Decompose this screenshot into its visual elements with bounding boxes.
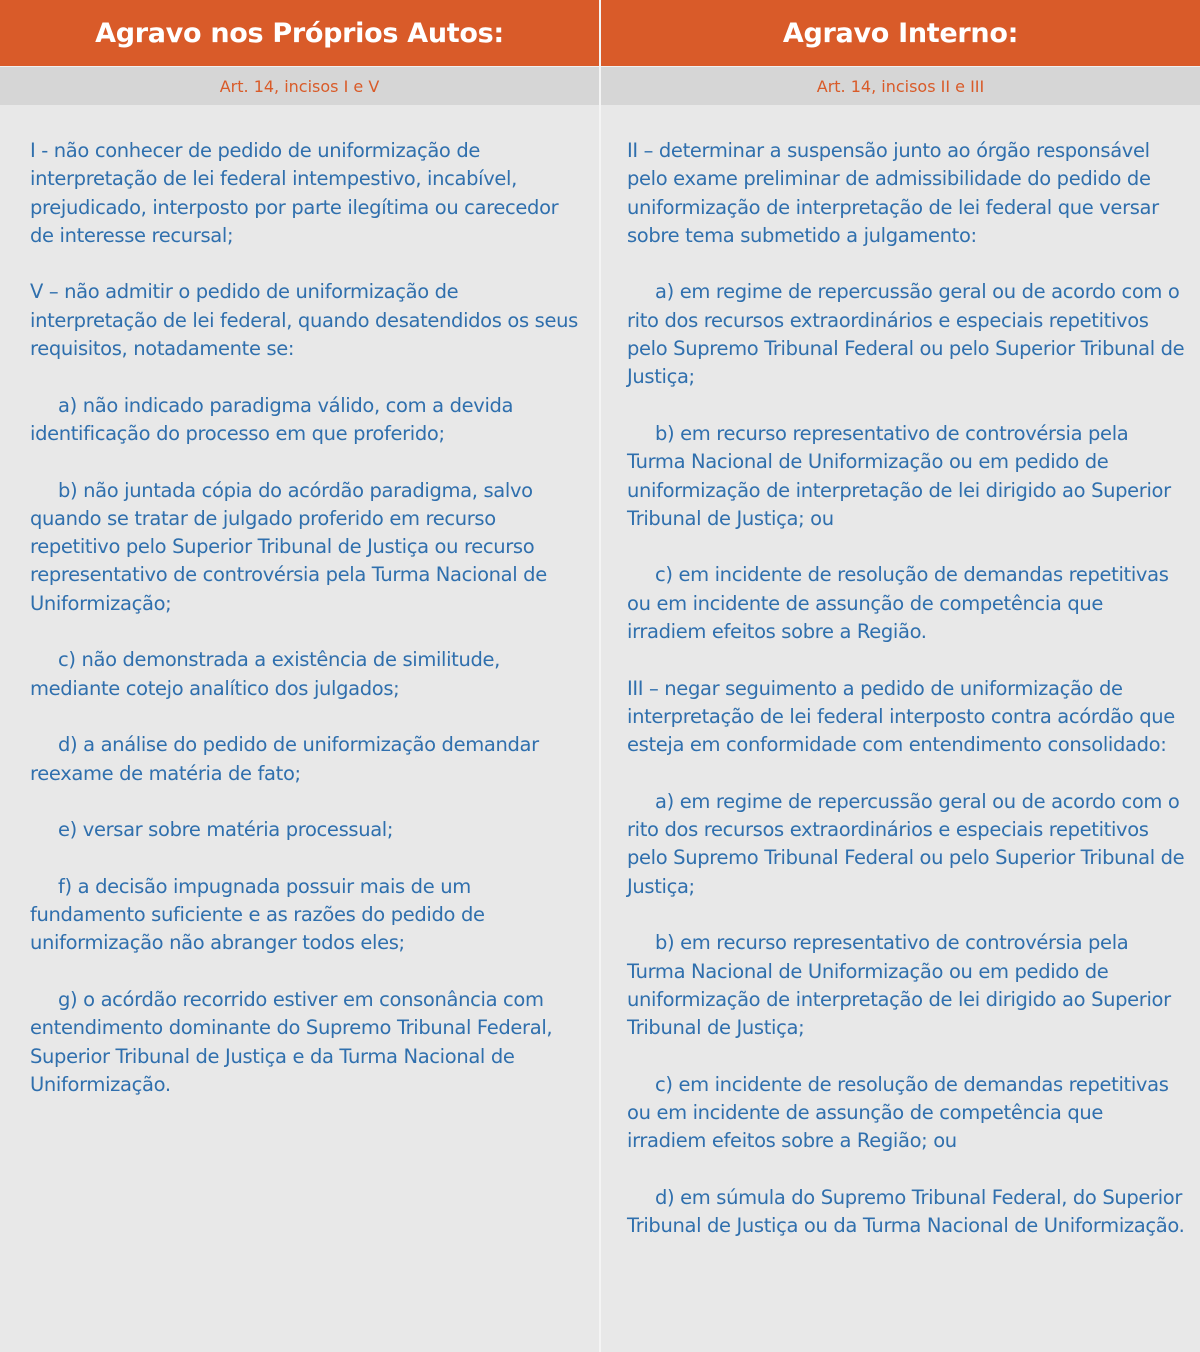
paragraph-item-a: a) em regime de repercussão geral ou de acordo com o rito dos recursos extraordinários e especiais repetitivos pelo Supremo Tribunal Federal ou pelo Superior Tribunal de Justiça;	[627, 280, 1185, 389]
paragraph-item-a: a) não indicado paradigma válido, com a devida identificação do processo em que proferido;	[30, 393, 514, 445]
paragraph-inciso-v: V – não admitir o pedido de uniformização de interpretação de lei federal, quando desatendidos os seus requisitos, notadamente se:	[30, 280, 578, 361]
paragraph-inciso-iii: III – negar seguimento a pedido de uniformização de interpretação de lei federal interposto contra acórdão que esteja em conformidade com entendimento consolidado:	[627, 676, 1175, 757]
paragraph-inciso-ii: II – determinar a suspensão junto ao órgão responsável pelo exame preliminar de admissibilidade do pedido de uniformização de interpretação de lei federal que versar sobre tema submetido a julgamento:	[627, 139, 1159, 247]
paragraph-item-c: c) não demonstrada a existência de similitude, mediante cotejo analítico dos julgados;	[30, 648, 501, 700]
paragraph-item-d: d) em súmula do Supremo Tribunal Federal, do Superior Tribunal de Justiça ou da Turma Nacional de Uniformização.	[627, 1185, 1185, 1238]
column-title: Agravo nos Próprios Autos:	[0, 0, 599, 66]
paragraph-item-b: b) não juntada cópia do acórdão paradigma, salvo quando se tratar de julgado proferido em recurso repetitivo pelo Superior Tribunal de Justiça ou recurso representativo de controvérsia pela Turma Nacional de Uniformização;	[30, 478, 547, 615]
paragraph-item-f: f) a decisão impugnada possuir mais de um fundamento suficiente e as razões do pedido de uniformização não abranger todos eles;	[30, 874, 485, 955]
paragraph-item-g: g) o acórdão recorrido estiver em consonância com entendimento dominante do Supremo Tribunal Federal, Superior Tribunal de Justiça e da Turma Nacional de Uniformização.	[30, 987, 553, 1096]
column-body	[601, 105, 1200, 1241]
paragraph-inciso-i: I - não conhecer de pedido de uniformização de interpretação de lei federal intempestivo, incabível, prejudicado, interposto por parte ilegítima ou carecedor de interesse recursal;	[30, 139, 559, 247]
paragraph-item-e: e) versar sobre matéria processual;	[58, 818, 394, 842]
paragraph-item-c: c) em incidente de resolução de demandas repetitivas ou em incidente de assunção de competência que irradiem efeitos sobre a Região; ou	[627, 1072, 1169, 1153]
paragraph-item-c: c) em incidente de resolução de demandas repetitivas ou em incidente de assunção de competência que irradiem efeitos sobre a Região.	[627, 563, 1169, 644]
paragraph-item-b: b) em recurso representativo de controvérsia pela Turma Nacional de Uniformização ou em pedido de uniformização de interpretação de lei dirigido ao Superior Tribunal de Justiça;	[627, 931, 1171, 1040]
column-title: Agravo Interno:	[601, 0, 1200, 66]
paragraph-item-b: b) em recurso representativo de controvérsia pela Turma Nacional de Uniformização ou em pedido de uniformização de interpretação de lei dirigido ao Superior Tribunal de Justiça; ou	[627, 421, 1171, 530]
column-subtitle: Art. 14, incisos I e V	[0, 66, 599, 105]
column-subtitle: Art. 14, incisos II e III	[601, 66, 1200, 105]
paragraph-item-d: d) a análise do pedido de uniformização demandar reexame de matéria de fato;	[30, 733, 539, 785]
column-body	[0, 105, 599, 1099]
paragraph-item-a: a) em regime de repercussão geral ou de acordo com o rito dos recursos extraordinários e especiais repetitivos pelo Supremo Tribunal Federal ou pelo Superior Tribunal de Justiça;	[627, 789, 1185, 898]
column-agravo-interno	[601, 0, 1200, 1352]
